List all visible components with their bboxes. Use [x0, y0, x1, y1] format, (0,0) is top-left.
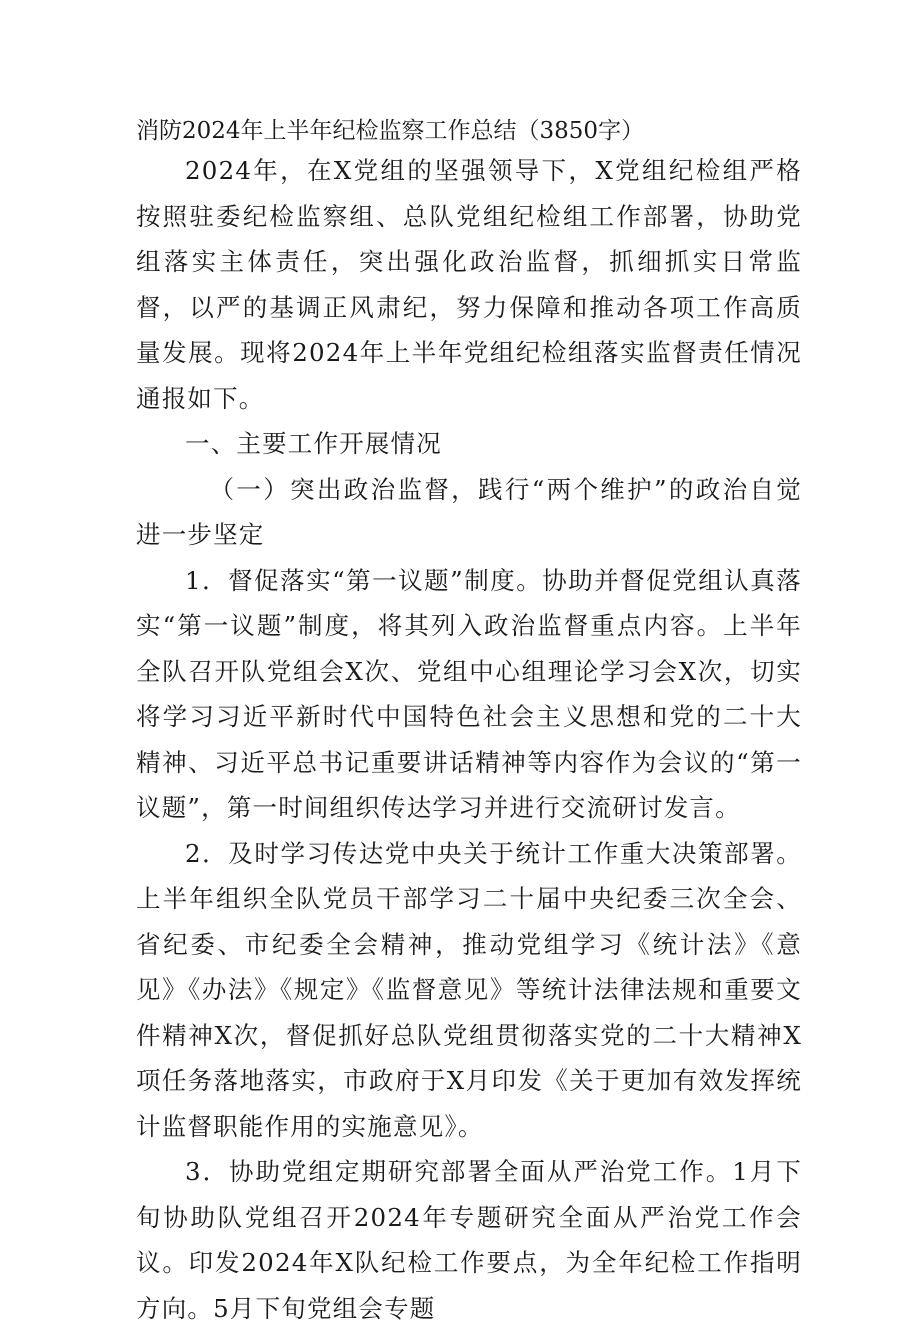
document-title: 消防2024年上半年纪检监察工作总结（3850字）: [136, 118, 645, 144]
paragraph-item-3: 3．协助党组定期研究部署全面从严治党工作。1月下旬协助队党组召开2024年专题研究全面从严治党工作会议。印发2024年X队纪检工作要点，为全年纪检工作指明方向。5月下旬党组会专题: [136, 1157, 802, 1323]
paragraph-item-2: 2．及时学习传达党中央关于统计工作重大决策部署。上半年组织全队党员干部学习二十届中央纪委三次全会、省纪委、市纪委全会精神，推动党组学习《统计法》《意见》《办法》《规定》《监督意见》等统计法律法规和重要文件精神X次，督促抓好总队党组贯彻落实党的二十大精神X项任务落地落实，市政府于X月印发《关于更加有效发挥统计监督职能作用的实施意见》。: [136, 838, 802, 1141]
section-heading-1: 一、主要工作开展情况: [185, 429, 442, 458]
paragraph-intro: 2024年，在X党组的坚强领导下，X党组纪检组严格按照驻委纪检监察组、总队党组纪检组工作部署，协助党组落实主体责任，突出强化政治监督，抓细抓实日常监督，以严的基调正风肃纪，努力保障和推动各项工作高质量发展。现将2024年上半年党组纪检组落实监督责任情况通报如下。: [136, 156, 802, 413]
document-body: [136, 148, 802, 1331]
subsection-heading-1: （一）突出政治监督，践行“两个维护”的政治自觉进一步坚定: [136, 474, 802, 549]
paragraph-item-1: 1．督促落实“第一议题”制度。协助并督促党组认真落实“第一议题”制度，将其列入政治监督重点内容。上半年全队召开队党组会X次、党组中心组理论学习会X次，切实将学习习近平新时代中国特色社会主义思想和党的二十大精神、习近平总书记重要讲话精神等内容作为会议的“第一议题”，第一时间组织传达学习并进行交流研讨发言。: [136, 565, 802, 822]
